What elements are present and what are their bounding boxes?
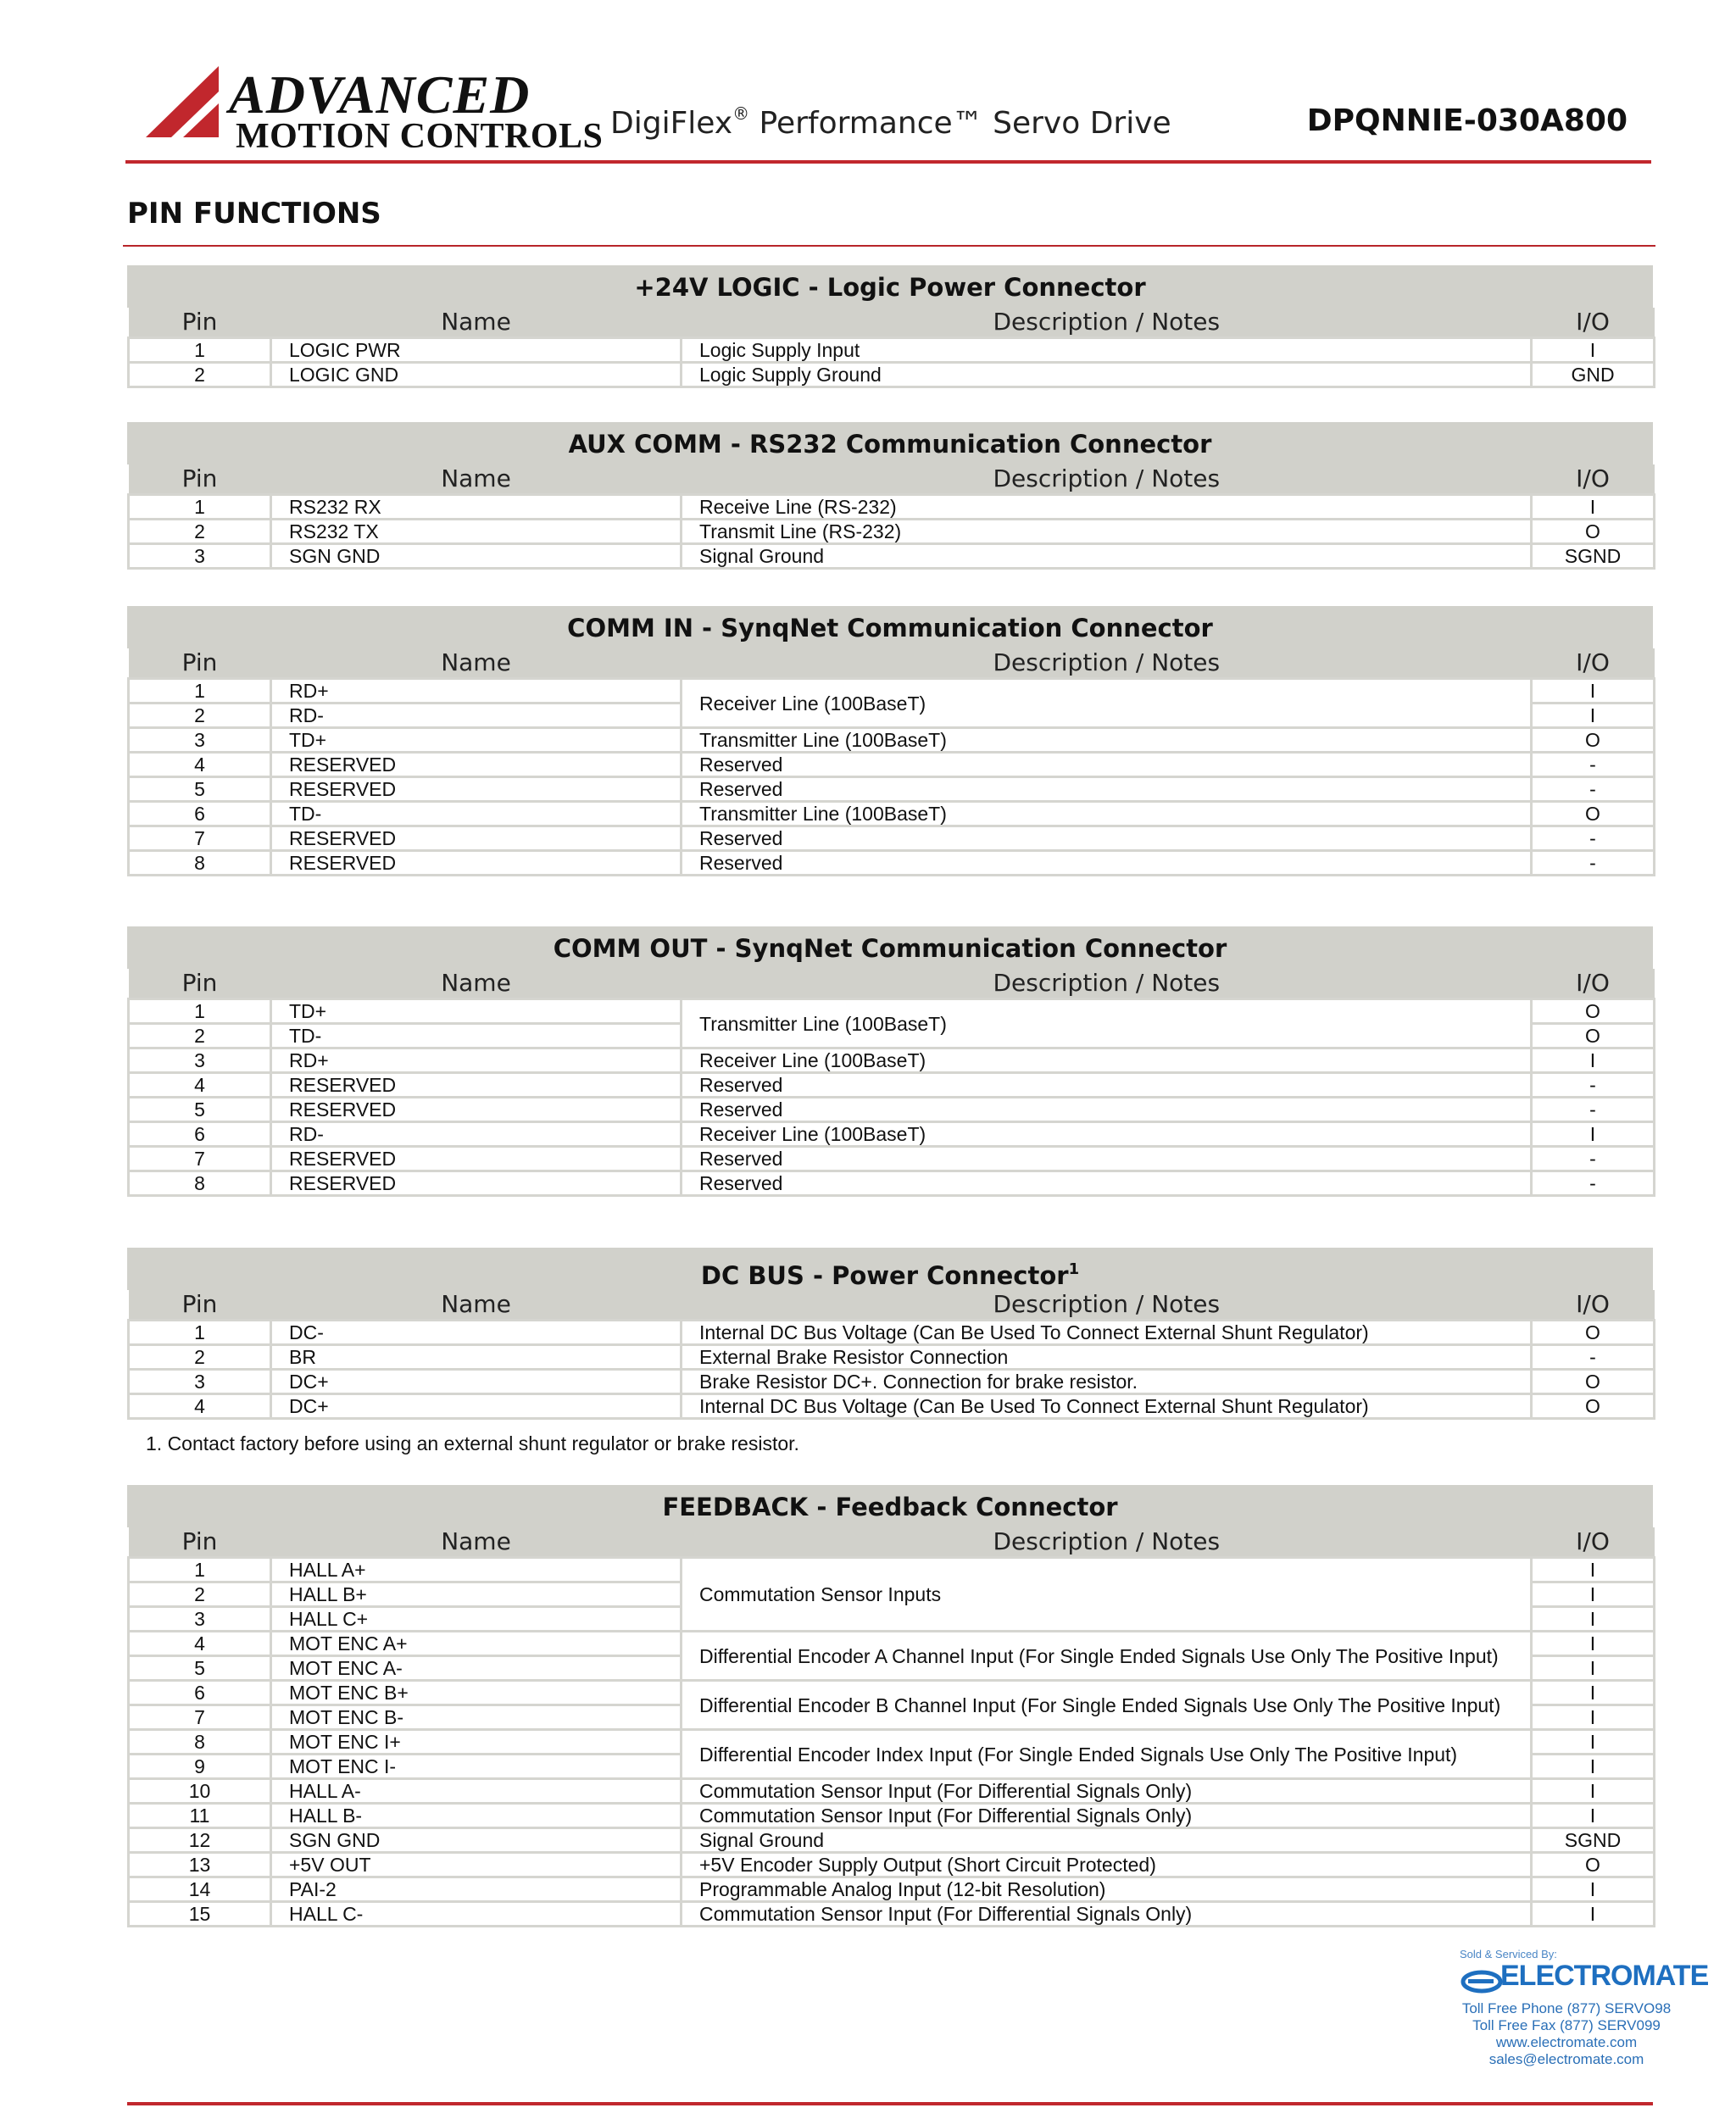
- cell-desc: Transmit Line (RS-232): [682, 520, 1532, 544]
- cell-desc: Commutation Sensor Input (For Differential Signals Only): [682, 1779, 1532, 1804]
- cell-desc: Commutation Sensor Input (For Differential Signals Only): [682, 1902, 1532, 1927]
- table-row: [129, 1073, 1655, 1098]
- cell-pin: 4: [129, 1394, 271, 1419]
- distributor-fax: Toll Free Fax (877) SERV099: [1472, 2017, 1661, 2033]
- cell-name: MOT ENC A-: [271, 1656, 682, 1681]
- connector-comm-out: [127, 926, 1653, 1197]
- cell-pin: 11: [129, 1804, 271, 1828]
- cell-io: I: [1532, 1755, 1655, 1779]
- cell-pin: 14: [129, 1877, 271, 1902]
- cell-name: RESERVED: [271, 777, 682, 802]
- cell-name: TD-: [271, 802, 682, 826]
- cell-pin: 6: [129, 802, 271, 826]
- connector-comm-in: [127, 606, 1653, 876]
- connector-title: [127, 926, 1653, 969]
- cell-name: SGN GND: [271, 544, 682, 569]
- cell-pin: 3: [129, 544, 271, 569]
- connector-title-text: COMM OUT - SynqNet Communication Connector: [553, 934, 1227, 963]
- column-header-name: Name: [271, 464, 682, 495]
- connector-title: [127, 422, 1653, 464]
- cell-name: RD+: [271, 679, 682, 704]
- footnote-marker: 1: [1068, 1260, 1080, 1278]
- cell-pin: 3: [129, 728, 271, 753]
- table-row: [129, 1122, 1655, 1147]
- table-row: [129, 851, 1655, 876]
- table-header-row: [129, 1290, 1655, 1321]
- cell-name: RS232 TX: [271, 520, 682, 544]
- cell-io: I: [1532, 1902, 1655, 1927]
- cell-pin: 7: [129, 1705, 271, 1730]
- pin-table: [127, 1527, 1655, 1927]
- column-header-pin: Pin: [129, 648, 271, 679]
- cell-desc: Reserved: [682, 753, 1532, 777]
- column-header-pin: Pin: [129, 1527, 271, 1558]
- column-header-desc: Description / Notes: [682, 308, 1532, 338]
- table-row: [129, 679, 1655, 704]
- column-header-name: Name: [271, 648, 682, 679]
- cell-pin: 1: [129, 999, 271, 1024]
- cell-desc: Internal DC Bus Voltage (Can Be Used To Connect External Shunt Regulator): [682, 1394, 1532, 1419]
- pin-table: [127, 969, 1655, 1197]
- cell-desc: Reserved: [682, 1147, 1532, 1171]
- company-logo: [146, 66, 688, 159]
- cell-desc: Receiver Line (100BaseT): [682, 679, 1532, 728]
- table-row: [129, 753, 1655, 777]
- cell-name: RD-: [271, 1122, 682, 1147]
- cell-pin: 10: [129, 1779, 271, 1804]
- table-row: [129, 1558, 1655, 1582]
- registered-mark: ®: [732, 103, 750, 124]
- connector-title: [127, 1485, 1653, 1527]
- table-header-row: [129, 648, 1655, 679]
- cell-desc: Logic Supply Ground: [682, 363, 1532, 387]
- column-header-desc: Description / Notes: [682, 1527, 1532, 1558]
- table-row: [129, 1853, 1655, 1877]
- page-header: [127, 51, 1653, 170]
- product-brand: DigiFlex: [610, 106, 733, 141]
- logo-text-line1: ADVANCED: [229, 64, 531, 125]
- column-header-io: I/O: [1532, 648, 1655, 679]
- cell-desc: Commutation Sensor Input (For Differential Signals Only): [682, 1804, 1532, 1828]
- cell-name: DC+: [271, 1394, 682, 1419]
- cell-io: O: [1532, 1394, 1655, 1419]
- table-row: [129, 1370, 1655, 1394]
- product-title-rest: Performance™ Servo Drive: [749, 106, 1171, 141]
- cell-io: -: [1532, 826, 1655, 851]
- cell-io: I: [1532, 1558, 1655, 1582]
- column-header-desc: Description / Notes: [682, 1290, 1532, 1321]
- cell-io: I: [1532, 1582, 1655, 1607]
- section-title: PIN FUNCTIONS: [127, 197, 381, 231]
- cell-desc: Programmable Analog Input (12-bit Resolution): [682, 1877, 1532, 1902]
- cell-pin: 4: [129, 1073, 271, 1098]
- column-header-name: Name: [271, 308, 682, 338]
- column-header-desc: Description / Notes: [682, 464, 1532, 495]
- table-row: [129, 1632, 1655, 1656]
- cell-io: O: [1532, 728, 1655, 753]
- table-row: [129, 520, 1655, 544]
- cell-io: I: [1532, 1877, 1655, 1902]
- column-header-name: Name: [271, 969, 682, 999]
- pin-table: [127, 648, 1655, 876]
- cell-name: PAI-2: [271, 1877, 682, 1902]
- model-number: DPQNNIE-030A800: [1306, 103, 1628, 138]
- cell-pin: 8: [129, 1730, 271, 1755]
- cell-name: MOT ENC B-: [271, 1705, 682, 1730]
- cell-desc: Brake Resistor DC+. Connection for brake resistor.: [682, 1370, 1532, 1394]
- cell-desc: Logic Supply Input: [682, 338, 1532, 363]
- table-row: [129, 1171, 1655, 1196]
- table-header-row: [129, 1527, 1655, 1558]
- cell-pin: 5: [129, 1656, 271, 1681]
- cell-io: I: [1532, 1607, 1655, 1632]
- cell-io: O: [1532, 520, 1655, 544]
- cell-pin: 5: [129, 1098, 271, 1122]
- cell-io: I: [1532, 1730, 1655, 1755]
- table-row: [129, 1804, 1655, 1828]
- cell-desc: Reserved: [682, 1171, 1532, 1196]
- cell-name: RS232 RX: [271, 495, 682, 520]
- cell-name: RESERVED: [271, 851, 682, 876]
- cell-name: MOT ENC B+: [271, 1681, 682, 1705]
- header-rule: [125, 160, 1651, 164]
- cell-io: O: [1532, 802, 1655, 826]
- distributor-phone: Toll Free Phone (877) SERVO98: [1461, 2000, 1672, 2016]
- cell-io: SGND: [1532, 544, 1655, 569]
- table-row: [129, 1321, 1655, 1345]
- connector-title-text: FEEDBACK - Feedback Connector: [662, 1493, 1118, 1521]
- cell-pin: 1: [129, 679, 271, 704]
- cell-pin: 3: [129, 1370, 271, 1394]
- cell-name: MOT ENC I+: [271, 1730, 682, 1755]
- cell-io: I: [1532, 1681, 1655, 1705]
- cell-pin: 1: [129, 338, 271, 363]
- cell-desc: Receive Line (RS-232): [682, 495, 1532, 520]
- cell-pin: 7: [129, 1147, 271, 1171]
- cell-name: HALL B-: [271, 1804, 682, 1828]
- table-row: [129, 1098, 1655, 1122]
- table-row: [129, 1877, 1655, 1902]
- cell-desc: Transmitter Line (100BaseT): [682, 999, 1532, 1048]
- cell-desc: Reserved: [682, 1098, 1532, 1122]
- cell-name: HALL C+: [271, 1607, 682, 1632]
- cell-pin: 8: [129, 1171, 271, 1196]
- cell-io: I: [1532, 1632, 1655, 1656]
- cell-desc: Internal DC Bus Voltage (Can Be Used To Connect External Shunt Regulator): [682, 1321, 1532, 1345]
- cell-pin: 5: [129, 777, 271, 802]
- connector-title: [127, 606, 1653, 648]
- cell-desc: Differential Encoder Index Input (For Single Ended Signals Use Only The Positive Input): [682, 1730, 1532, 1779]
- product-title: [610, 103, 1171, 141]
- cell-io: -: [1532, 1098, 1655, 1122]
- cell-pin: 12: [129, 1828, 271, 1853]
- column-header-io: I/O: [1532, 1527, 1655, 1558]
- connector-title: [127, 265, 1653, 308]
- cell-io: -: [1532, 851, 1655, 876]
- cell-name: TD+: [271, 999, 682, 1024]
- cell-name: SGN GND: [271, 1828, 682, 1853]
- cell-io: O: [1532, 1321, 1655, 1345]
- cell-name: RESERVED: [271, 753, 682, 777]
- connector-24v-logic: [127, 265, 1653, 388]
- cell-pin: 2: [129, 704, 271, 728]
- table-row: [129, 1048, 1655, 1073]
- cell-desc: Differential Encoder A Channel Input (For Single Ended Signals Use Only The Positive Input): [682, 1632, 1532, 1681]
- cell-desc: +5V Encoder Supply Output (Short Circuit Protected): [682, 1853, 1532, 1877]
- table-row: [129, 363, 1655, 387]
- connector-title-text: AUX COMM - RS232 Communication Connector: [568, 430, 1212, 459]
- footnote: 1. Contact factory before using an external shunt regulator or brake resistor.: [146, 1432, 799, 1454]
- cell-pin: 3: [129, 1607, 271, 1632]
- cell-pin: 2: [129, 1345, 271, 1370]
- connector-title-text: +24V LOGIC - Logic Power Connector: [634, 273, 1146, 302]
- cell-pin: 13: [129, 1853, 271, 1877]
- cell-pin: 7: [129, 826, 271, 851]
- connector-feedback: [127, 1485, 1653, 1927]
- cell-desc: External Brake Resistor Connection: [682, 1345, 1532, 1370]
- table-row: [129, 544, 1655, 569]
- cell-desc: Reserved: [682, 1073, 1532, 1098]
- cell-pin: 2: [129, 1024, 271, 1048]
- cell-name: MOT ENC A+: [271, 1632, 682, 1656]
- cell-name: TD-: [271, 1024, 682, 1048]
- cell-desc: Reserved: [682, 777, 1532, 802]
- table-row: [129, 1345, 1655, 1370]
- cell-io: O: [1532, 1370, 1655, 1394]
- cell-pin: 1: [129, 1321, 271, 1345]
- cell-name: RESERVED: [271, 1171, 682, 1196]
- cell-pin: 4: [129, 1632, 271, 1656]
- column-header-io: I/O: [1532, 308, 1655, 338]
- table-header-row: [129, 308, 1655, 338]
- cell-name: HALL A-: [271, 1779, 682, 1804]
- cell-name: DC+: [271, 1370, 682, 1394]
- cell-io: O: [1532, 1853, 1655, 1877]
- column-header-pin: Pin: [129, 464, 271, 495]
- sold-by-label: Sold & Serviced By:: [1460, 1948, 1557, 1960]
- table-row: [129, 999, 1655, 1024]
- cell-pin: 2: [129, 363, 271, 387]
- column-header-pin: Pin: [129, 308, 271, 338]
- distributor-email[interactable]: sales@electromate.com: [1488, 2051, 1644, 2067]
- table-row: [129, 728, 1655, 753]
- column-header-io: I/O: [1532, 464, 1655, 495]
- connector-title: [127, 1248, 1653, 1290]
- distributor-stamp: [1456, 1948, 1709, 2067]
- column-header-pin: Pin: [129, 969, 271, 999]
- table-row: [129, 826, 1655, 851]
- column-header-desc: Description / Notes: [682, 969, 1532, 999]
- cell-name: RESERVED: [271, 1098, 682, 1122]
- cell-name: TD+: [271, 728, 682, 753]
- table-header-row: [129, 464, 1655, 495]
- cell-desc: Differential Encoder B Channel Input (For Single Ended Signals Use Only The Positive Input): [682, 1681, 1532, 1730]
- cell-io: I: [1532, 1705, 1655, 1730]
- cell-io: I: [1532, 1122, 1655, 1147]
- cell-name: HALL C-: [271, 1902, 682, 1927]
- cell-io: -: [1532, 1171, 1655, 1196]
- cell-io: -: [1532, 753, 1655, 777]
- cell-pin: 6: [129, 1681, 271, 1705]
- cell-io: -: [1532, 1147, 1655, 1171]
- cell-io: I: [1532, 1656, 1655, 1681]
- cell-name: RESERVED: [271, 1073, 682, 1098]
- cell-desc: Receiver Line (100BaseT): [682, 1122, 1532, 1147]
- connector-aux-comm: [127, 422, 1653, 570]
- distributor-name: ELECTROMATE: [1500, 1960, 1709, 1992]
- distributor-web[interactable]: www.electromate.com: [1495, 2034, 1638, 2050]
- cell-name: BR: [271, 1345, 682, 1370]
- cell-pin: 2: [129, 520, 271, 544]
- pin-table: [127, 308, 1655, 388]
- table-row: [129, 338, 1655, 363]
- cell-io: SGND: [1532, 1828, 1655, 1853]
- cell-io: I: [1532, 704, 1655, 728]
- table-row: [129, 1681, 1655, 1705]
- cell-name: LOGIC GND: [271, 363, 682, 387]
- column-header-desc: Description / Notes: [682, 648, 1532, 679]
- table-row: [129, 1147, 1655, 1171]
- cell-name: HALL B+: [271, 1582, 682, 1607]
- pin-table: [127, 1290, 1655, 1420]
- column-header-name: Name: [271, 1290, 682, 1321]
- cell-io: -: [1532, 1345, 1655, 1370]
- cell-desc: Transmitter Line (100BaseT): [682, 728, 1532, 753]
- cell-io: I: [1532, 1779, 1655, 1804]
- column-header-pin: Pin: [129, 1290, 271, 1321]
- cell-desc: Reserved: [682, 826, 1532, 851]
- cell-name: MOT ENC I-: [271, 1755, 682, 1779]
- cell-io: GND: [1532, 363, 1655, 387]
- connector-title-text: DC BUS - Power Connector: [700, 1261, 1069, 1290]
- cell-io: O: [1532, 999, 1655, 1024]
- footer-rule: [127, 2102, 1653, 2105]
- cell-pin: 9: [129, 1755, 271, 1779]
- cell-pin: 2: [129, 1582, 271, 1607]
- table-row: [129, 1828, 1655, 1853]
- table-header-row: [129, 969, 1655, 999]
- table-row: [129, 1730, 1655, 1755]
- pin-table: [127, 464, 1655, 570]
- cell-desc: Commutation Sensor Inputs: [682, 1558, 1532, 1632]
- cell-name: RESERVED: [271, 826, 682, 851]
- cell-pin: 1: [129, 1558, 271, 1582]
- logo-text-line2: MOTION CONTROLS: [236, 117, 604, 156]
- table-row: [129, 495, 1655, 520]
- cell-io: -: [1532, 777, 1655, 802]
- cell-io: I: [1532, 679, 1655, 704]
- cell-pin: 8: [129, 851, 271, 876]
- cell-pin: 1: [129, 495, 271, 520]
- cell-desc: Transmitter Line (100BaseT): [682, 802, 1532, 826]
- table-row: [129, 1779, 1655, 1804]
- column-header-io: I/O: [1532, 1290, 1655, 1321]
- cell-pin: 4: [129, 753, 271, 777]
- cell-pin: 6: [129, 1122, 271, 1147]
- cell-name: RESERVED: [271, 1147, 682, 1171]
- connector-title-text: COMM IN - SynqNet Communication Connector: [567, 614, 1213, 642]
- cell-name: LOGIC PWR: [271, 338, 682, 363]
- table-row: [129, 777, 1655, 802]
- cell-name: RD+: [271, 1048, 682, 1073]
- column-header-name: Name: [271, 1527, 682, 1558]
- cell-name: +5V OUT: [271, 1853, 682, 1877]
- cell-io: -: [1532, 1073, 1655, 1098]
- cell-io: I: [1532, 1804, 1655, 1828]
- connector-dc-bus: [127, 1248, 1653, 1420]
- logo-triangle-icon: [146, 66, 231, 137]
- column-header-io: I/O: [1532, 969, 1655, 999]
- cell-desc: Signal Ground: [682, 544, 1532, 569]
- cell-io: O: [1532, 1024, 1655, 1048]
- cell-desc: Receiver Line (100BaseT): [682, 1048, 1532, 1073]
- table-row: [129, 1902, 1655, 1927]
- cell-io: I: [1532, 1048, 1655, 1073]
- cell-io: I: [1532, 495, 1655, 520]
- cell-desc: Reserved: [682, 851, 1532, 876]
- cell-io: I: [1532, 338, 1655, 363]
- cell-pin: 15: [129, 1902, 271, 1927]
- cell-pin: 3: [129, 1048, 271, 1073]
- table-row: [129, 1394, 1655, 1419]
- section-rule: [123, 245, 1655, 247]
- cell-name: RD-: [271, 704, 682, 728]
- table-row: [129, 802, 1655, 826]
- cell-name: HALL A+: [271, 1558, 682, 1582]
- cell-desc: Signal Ground: [682, 1828, 1532, 1853]
- cell-name: DC-: [271, 1321, 682, 1345]
